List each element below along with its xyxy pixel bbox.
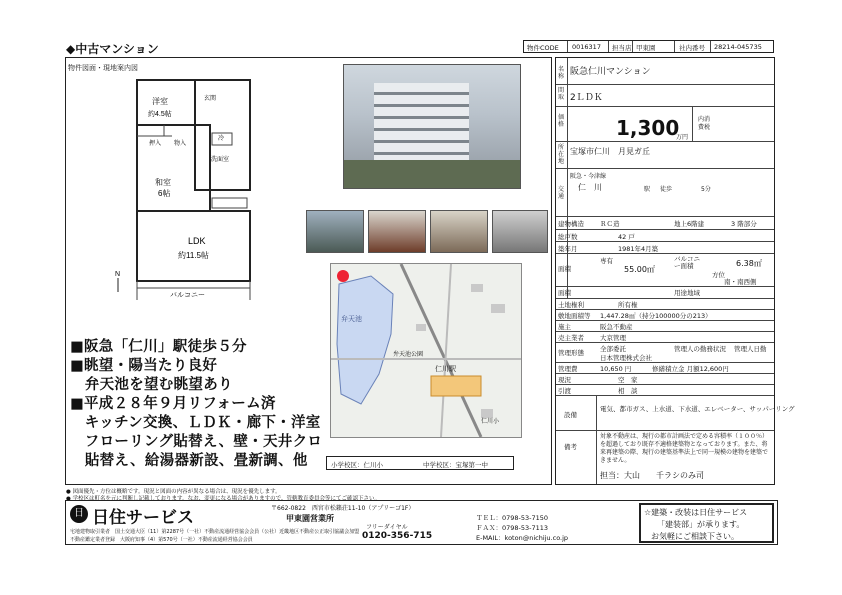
remarks-label: 備考 <box>564 443 577 451</box>
row-label: 引渡 <box>558 387 571 395</box>
units-value: 42 戸 <box>618 233 635 241</box>
view-photo <box>306 210 364 253</box>
header-code-table <box>523 40 774 53</box>
walk-value: 5分 <box>701 186 711 193</box>
room-label: 6帖 <box>158 189 171 198</box>
school-district-box <box>326 456 514 470</box>
room-label: 約11.5帖 <box>178 251 209 260</box>
map-label-lake: 弁天池 <box>341 315 362 323</box>
row-label: 築年月 <box>558 245 578 253</box>
fax-number: ＦＡＸ：0798-53-7113 <box>476 524 549 532</box>
fee-value: 10,650 円 <box>600 365 632 373</box>
spec-table <box>555 57 795 485</box>
license-line: 宅地建物取引業者 国土交通大臣（11）第2287号（一社）不動産流通経営協会会員（公社）近畿地区不動産公正取引協議会加盟 <box>70 529 360 535</box>
row-label: 管理形態 <box>558 349 584 357</box>
use-label: 用途地域 <box>674 289 700 297</box>
floorplan-drawing <box>112 78 262 303</box>
tel-number: ＴＥＬ：0798-53-7150 <box>476 514 549 522</box>
promo-line: お気軽にご相談下さい。 <box>651 532 739 541</box>
land-right-value: 所有権 <box>618 301 638 309</box>
owner-value: 阪急不動産 <box>600 323 633 331</box>
site-area-value: 1,447.28㎡（持分100000分の213） <box>600 312 712 320</box>
company-no-value: 28214-045735 <box>714 43 762 51</box>
balcony-value: 6.38㎡ <box>736 259 762 268</box>
company-logo-icon: 日 <box>70 505 88 523</box>
feature-item: キッチン交換、ＬＤＫ・廊下・洋室 <box>70 415 321 431</box>
line-name: 阪急・今津線 <box>570 173 607 180</box>
company-no-label: 社内番号 <box>679 44 705 52</box>
promo-box <box>639 503 774 543</box>
room-label: 冷 <box>218 136 225 142</box>
price-unit: 万円 <box>676 134 689 141</box>
walk-label: 徒歩 <box>660 186 673 193</box>
note-line: ● 学校区は町名を元に判断し記載しております。なお、変更になる場合がありますので、管轄教育委員会等にてご確認下さい。 <box>66 496 381 502</box>
seller-value: 大京管理 <box>600 334 626 342</box>
feature-item: 弁天池を望む眺望あり <box>70 377 233 393</box>
room-label: 物入 <box>174 141 187 147</box>
delivery-value: 相 談 <box>618 387 638 395</box>
row-label: 管理費 <box>558 365 578 373</box>
remarks-value: 対象不動産は、現行の都市計画法で定める容積率（１００％）を超過しており既存不適格建築物となっております。また、将来再建築の際、現行の建築基準法上で同一規模の建物を建築できません。 <box>600 433 769 464</box>
area-map <box>330 263 522 438</box>
layout-value: 2ＬＤＫ <box>570 93 603 103</box>
interior-photo <box>492 210 548 253</box>
area-label: 専有 <box>600 257 613 265</box>
kitchen-photo <box>430 210 488 253</box>
tax-note: 内消費税 <box>698 116 711 131</box>
note-line: ● 図面優先・方位は概略です。現況と図面の内容が異なる場合は、現況を優先します。 <box>66 489 281 495</box>
promo-line: ☆建築・改装は日住サービス <box>644 508 748 517</box>
code-label: 物件CODE <box>527 44 559 52</box>
mgmt-days-value: 管理人日勤 <box>734 345 767 353</box>
equipment-value: 電気、都市ガス、上水道、下水道、エレベーター、サッパーリング <box>600 405 795 413</box>
code-value: 0016317 <box>572 43 601 51</box>
contact-value: 担当：大山 千ラシのみ司 <box>600 471 704 480</box>
direction-value: 南・南西側 <box>724 278 757 286</box>
promo-line: 「建装部」が承ります。 <box>657 520 745 529</box>
name-label: 名称 <box>558 66 565 80</box>
floors-value: 地上6階建 <box>674 220 705 228</box>
school-junior: 中学校区：宝塚第一中 <box>423 461 488 469</box>
row-label: 土地権利 <box>558 301 584 309</box>
building-photo <box>343 64 521 189</box>
email-link[interactable]: E-MAIL：koton@nichiju.co.jp <box>476 534 569 542</box>
compass-icon: N <box>115 271 121 278</box>
staff-label: 担当店 <box>612 44 632 52</box>
license-line: 不動産鑑定業者登録 大阪府知事（4）第570号（一社）不動産流通経営協会会員 <box>70 537 253 543</box>
built-value: 1981年4月築 <box>618 245 659 253</box>
room-photo <box>368 210 426 253</box>
school-elem: 小学校区：仁川小 <box>331 461 383 469</box>
structure-value: ＲＣ造 <box>600 220 620 228</box>
area-value: 55.00㎡ <box>624 265 655 274</box>
station-suffix: 駅 <box>644 186 651 193</box>
location-value: 宝塚市仁川 月見ガ丘 <box>570 147 650 156</box>
location-label: 所在地 <box>558 144 565 165</box>
room-label: 洋室 <box>152 97 168 106</box>
row-label: 総戸数 <box>558 233 578 241</box>
floorplan-heading: 物件図面・現地案内図 <box>68 64 138 72</box>
row-label: 敷地面積等 <box>558 312 591 320</box>
row-label: 面積 <box>558 265 571 273</box>
repair-value: 修繕積立金 月額12,600円 <box>652 365 729 373</box>
current-value: 空 家 <box>618 376 638 384</box>
page-title: ◆中古マンション <box>66 42 159 56</box>
mgmt-type-value: 全部委託 <box>600 345 626 353</box>
footer <box>65 500 778 545</box>
station-name: 仁 川 <box>578 183 602 192</box>
room-label: 玄関 <box>204 96 217 102</box>
branch-name: 甲東園営業所 <box>286 514 334 523</box>
map-label-school: 仁川小 <box>481 418 500 425</box>
room-label: 約4.5帖 <box>148 111 172 118</box>
branch-address: 〒662-0822 西宮市松籟荘11-10（アプリーゴ1F） <box>271 505 415 512</box>
floor-loc-value: 3 階部分 <box>731 220 757 228</box>
row-label: 面積 <box>558 289 571 297</box>
staff-value: 甲東園 <box>636 44 656 52</box>
room-label: 押入 <box>149 141 162 147</box>
mgmt-status-label: 管理人の勤務状況 <box>674 345 726 353</box>
mgmt-firm-value: 日本管理株式会社 <box>600 354 652 362</box>
room-label: 洗面室 <box>211 157 230 163</box>
map-label-station: 仁川駅 <box>435 365 456 373</box>
feature-item: ■平成２８年９月リフォーム済 <box>70 396 276 412</box>
row-label: 売主業者 <box>558 334 584 342</box>
row-label: 現況 <box>558 376 571 384</box>
room-label: バルコニー <box>170 292 205 299</box>
row-label: 建物構造 <box>558 220 584 228</box>
layout-label: 間取 <box>558 87 565 101</box>
transport-label: 交通 <box>558 186 565 200</box>
freedial-number: 0120-356-715 <box>362 531 433 541</box>
map-drawing <box>331 264 521 437</box>
feature-item: ■眺望・陽当たり良好 <box>70 358 218 374</box>
price-label: 価格 <box>558 114 565 128</box>
feature-item: ■阪急「仁川」駅徒歩５分 <box>70 339 247 355</box>
feature-item: 貼替え、給湯器新設、畳新調、他 <box>70 453 308 469</box>
balcony-label: バルコニー面積 <box>674 255 700 270</box>
row-label: 施主 <box>558 323 571 331</box>
equipment-label: 設備 <box>564 411 577 419</box>
map-label-park: 弁天池公園 <box>393 351 424 358</box>
room-label: LDK <box>188 236 206 246</box>
trees <box>344 160 520 188</box>
freedial-label: フリーダイヤル <box>366 524 408 531</box>
price-value: 1,300 <box>616 116 680 140</box>
company-logo: 日住サービス <box>92 508 194 528</box>
name-value: 阪急仁川マンション <box>570 67 651 77</box>
feature-item: フローリング貼替え、壁・天井クロ <box>70 434 323 450</box>
direction-label: 方位 <box>712 271 725 279</box>
room-label: 和室 <box>155 178 171 187</box>
